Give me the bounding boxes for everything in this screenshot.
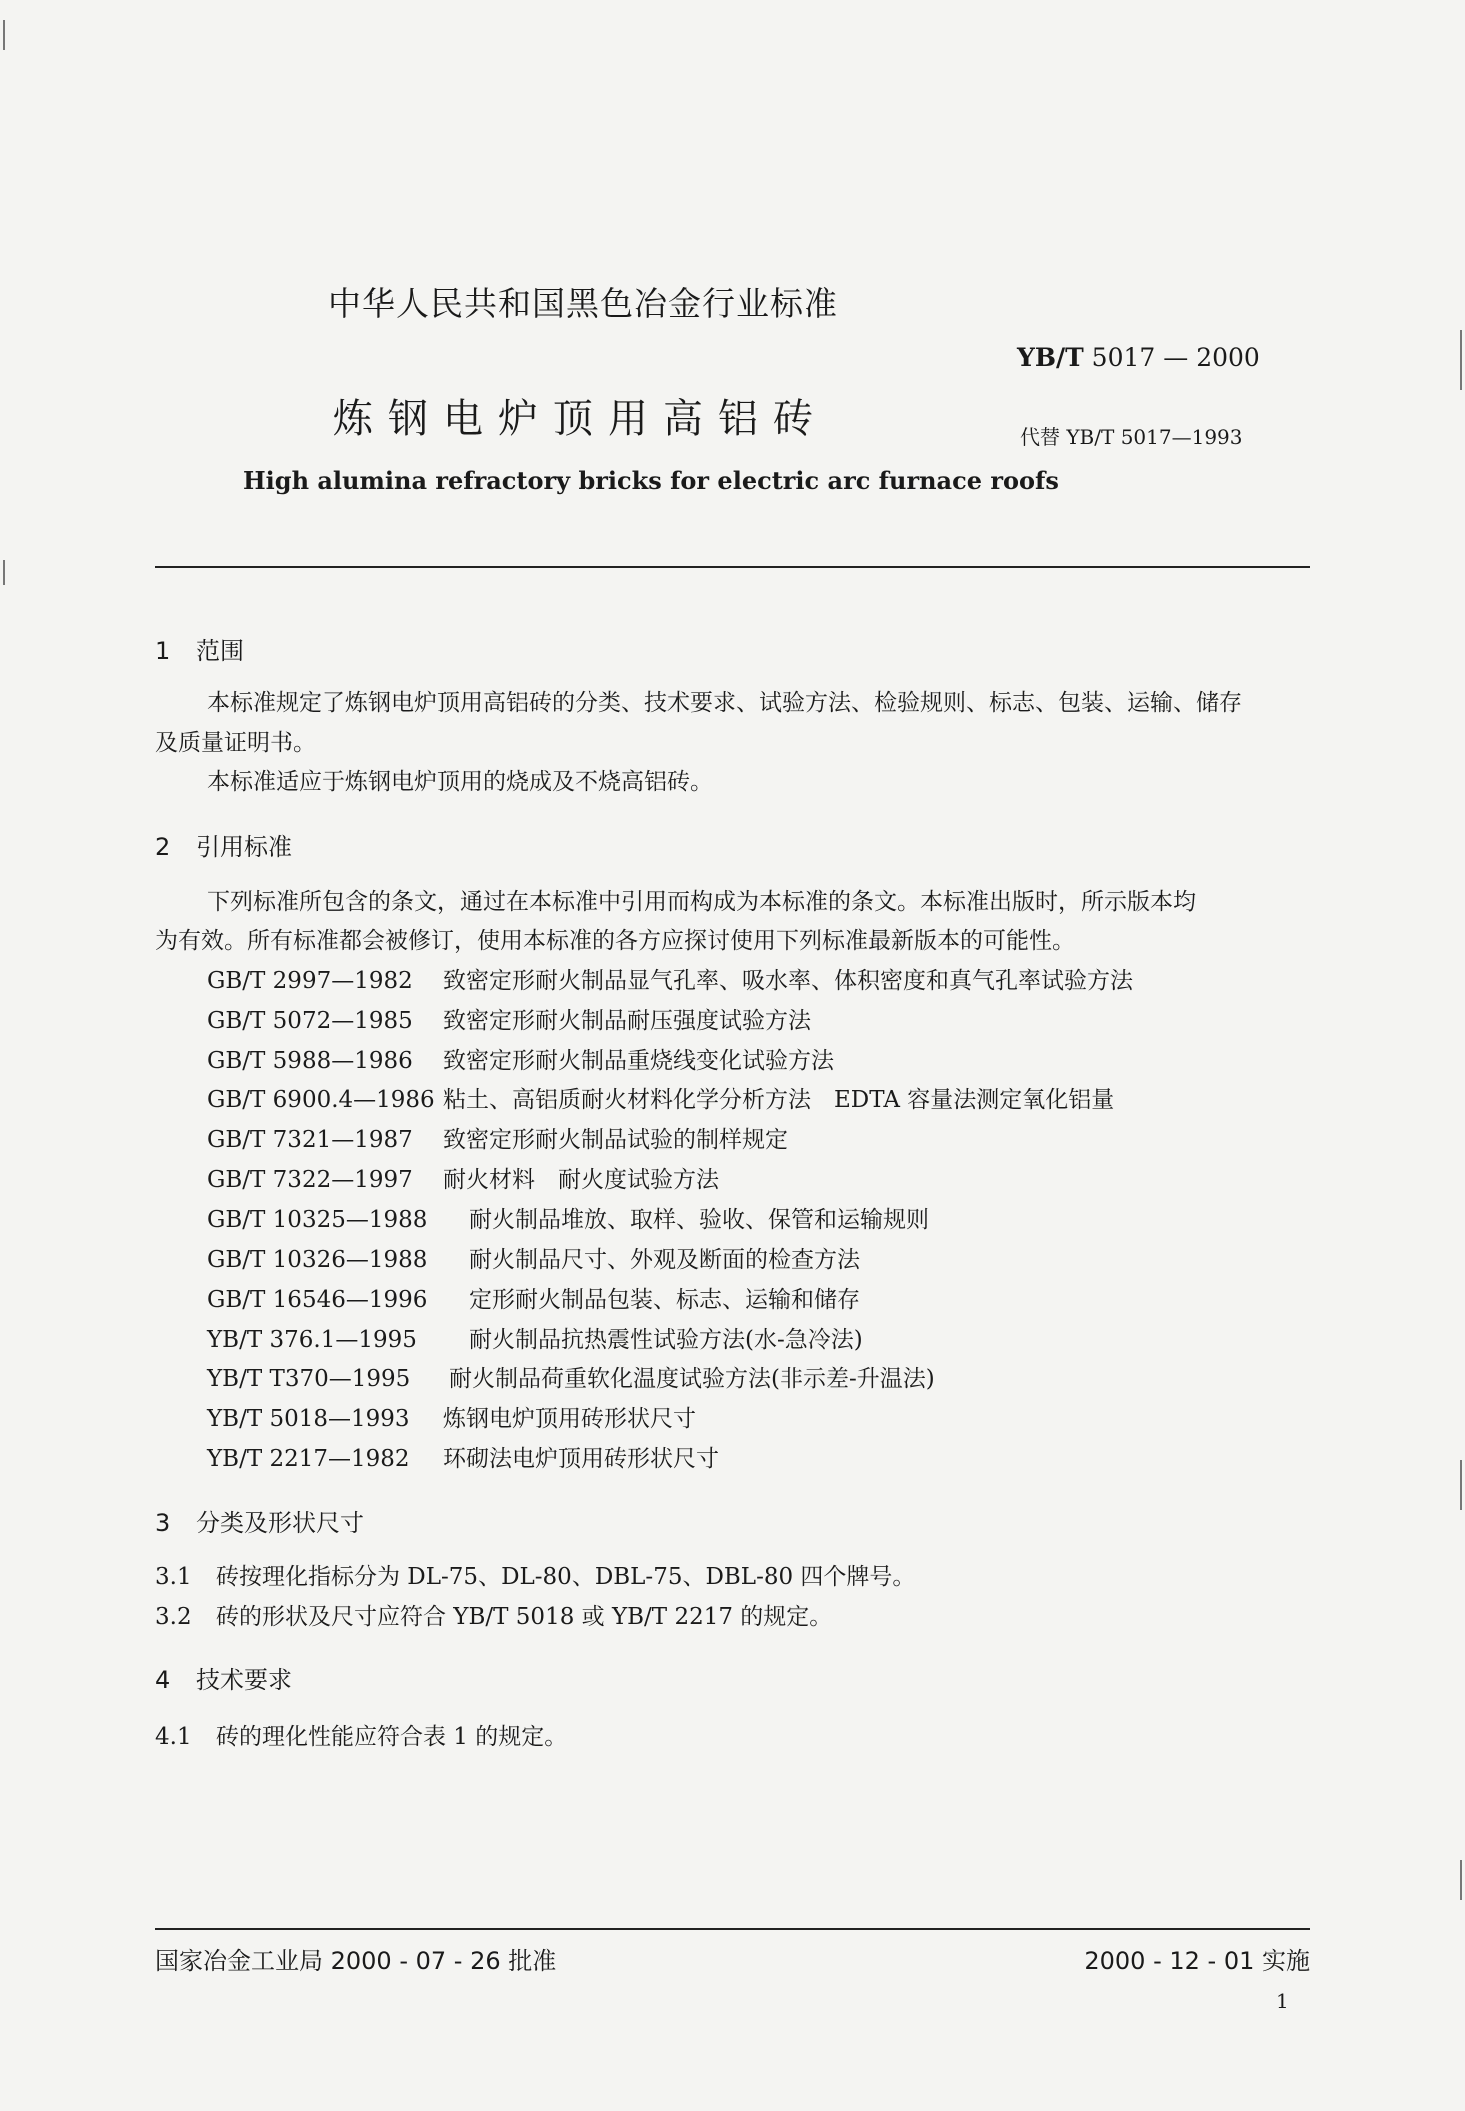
title-english: High alumina refractory bricks for electric arc furnace roofs — [243, 466, 1059, 495]
section-title: 分类及形状尺寸 — [196, 1509, 364, 1537]
reference-title: 致密定形耐火制品重烧线变化试验方法 — [443, 1048, 834, 1074]
reference-code: GB/T 10325—1988 — [207, 1207, 428, 1233]
reference-title: 致密定形耐火制品耐压强度试验方法 — [443, 1008, 811, 1034]
reference-code: GB/T 7322—1997 — [207, 1167, 413, 1193]
reference-code: YB/T 2217—1982 — [207, 1446, 410, 1472]
scan-edge-mark — [1460, 330, 1462, 390]
clause-text: 砖按理化指标分为 DL-75、DL-80、DBL-75、DBL-80 四个牌号。 — [216, 1564, 916, 1590]
section-number: 2 — [155, 833, 171, 861]
reference-code: GB/T 2997—1982 — [207, 968, 413, 994]
section-2-intro-line-2: 为有效。所有标准都会被修订，使用本标准的各方应探讨使用下列标准最新版本的可能性。 — [155, 928, 1075, 954]
section-2-heading — [155, 827, 292, 862]
clause-4-1 — [155, 1718, 567, 1751]
reference-title: 粘土、高铝质耐火材料化学分析方法 EDTA 容量法测定氧化铝量 — [443, 1087, 1115, 1113]
page-number: 1 — [1276, 1989, 1289, 2013]
section-3-heading — [155, 1503, 364, 1538]
reference-title: 炼钢电炉顶用砖形状尺寸 — [443, 1406, 696, 1432]
implementation-date: 2000 - 12 - 01 实施 — [1084, 1947, 1310, 1975]
reference-title: 致密定形耐火制品试验的制样规定 — [443, 1127, 788, 1153]
reference-title: 耐火制品尺寸、外观及断面的检查方法 — [469, 1247, 860, 1273]
section-1-paragraph-1-line-2: 及质量证明书。 — [155, 730, 316, 756]
standard-number: 5017 — 2000 — [1091, 343, 1260, 372]
clause-3-1 — [155, 1558, 915, 1591]
replaces-standard: 代替 YB/T 5017—1993 — [1020, 425, 1243, 449]
standard-prefix: YB/T — [1017, 343, 1084, 372]
reference-code: GB/T 10326—1988 — [207, 1247, 428, 1273]
reference-item — [207, 1201, 929, 1234]
reference-title: 耐火制品荷重软化温度试验方法(非示差-升温法) — [449, 1366, 935, 1392]
reference-item — [207, 1081, 1114, 1114]
section-1-paragraph-1-line-1: 本标准规定了炼钢电炉顶用高铝砖的分类、技术要求、试验方法、检验规则、标志、包装、运输、储存 — [207, 690, 1242, 716]
standard-code — [1017, 343, 1260, 372]
reference-title: 环砌法电炉顶用砖形状尺寸 — [443, 1446, 719, 1472]
title-chinese: 炼钢电炉顶用高铝砖 — [333, 396, 828, 442]
reference-code: GB/T 7321—1987 — [207, 1127, 413, 1153]
section-number: 1 — [155, 637, 171, 665]
reference-item — [207, 1042, 834, 1075]
clause-number: 4.1 — [155, 1724, 192, 1750]
reference-item — [207, 1321, 863, 1354]
reference-code: GB/T 5988—1986 — [207, 1048, 413, 1074]
reference-title: 定形耐火制品包装、标志、运输和储存 — [469, 1287, 860, 1313]
scan-edge-mark — [3, 20, 5, 50]
reference-item — [207, 1360, 935, 1393]
section-title: 引用标准 — [196, 833, 292, 861]
section-title: 技术要求 — [196, 1666, 292, 1694]
reference-title: 耐火制品堆放、取样、验收、保管和运输规则 — [469, 1207, 929, 1233]
scan-edge-mark — [3, 560, 5, 585]
reference-item — [207, 1241, 860, 1274]
issuing-standard-category: 中华人民共和国黑色冶金行业标准 — [328, 284, 838, 323]
header-divider — [155, 566, 1310, 568]
reference-item — [207, 1161, 719, 1194]
section-4-heading — [155, 1660, 292, 1695]
reference-item — [207, 1400, 696, 1433]
approval-line: 国家冶金工业局 2000 - 07 - 26 批准 — [155, 1947, 557, 1975]
reference-item — [207, 1440, 719, 1473]
reference-code: GB/T 5072—1985 — [207, 1008, 413, 1034]
clause-text: 砖的理化性能应符合表 1 的规定。 — [216, 1724, 568, 1750]
section-number: 3 — [155, 1509, 171, 1537]
reference-item — [207, 1281, 860, 1314]
scan-edge-mark — [1460, 1460, 1462, 1510]
reference-title: 致密定形耐火制品显气孔率、吸水率、体积密度和真气孔率试验方法 — [443, 968, 1133, 994]
reference-code: GB/T 6900.4—1986 — [207, 1087, 435, 1113]
section-title: 范围 — [196, 637, 244, 665]
reference-title: 耐火制品抗热震性试验方法(水-急冷法) — [469, 1327, 863, 1353]
footer-divider — [155, 1928, 1310, 1930]
clause-3-2 — [155, 1598, 832, 1631]
section-1-paragraph-2: 本标准适应于炼钢电炉顶用的烧成及不烧高铝砖。 — [207, 769, 713, 795]
clause-number: 3.1 — [155, 1564, 192, 1590]
reference-code: YB/T 5018—1993 — [207, 1406, 410, 1432]
reference-code: YB/T T370—1995 — [207, 1366, 411, 1392]
reference-item — [207, 1002, 811, 1035]
clause-number: 3.2 — [155, 1604, 192, 1630]
section-number: 4 — [155, 1666, 171, 1694]
reference-code: YB/T 376.1—1995 — [207, 1327, 417, 1353]
scan-edge-mark — [1460, 1860, 1462, 1900]
reference-code: GB/T 16546—1996 — [207, 1287, 428, 1313]
section-1-heading — [155, 631, 244, 666]
clause-text: 砖的形状及尺寸应符合 YB/T 5018 或 YB/T 2217 的规定。 — [216, 1604, 833, 1630]
reference-title: 耐火材料 耐火度试验方法 — [443, 1167, 719, 1193]
reference-item — [207, 962, 1133, 995]
reference-item — [207, 1121, 788, 1154]
section-2-intro-line-1: 下列标准所包含的条文，通过在本标准中引用而构成为本标准的条文。本标准出版时，所示版本均 — [207, 889, 1196, 915]
